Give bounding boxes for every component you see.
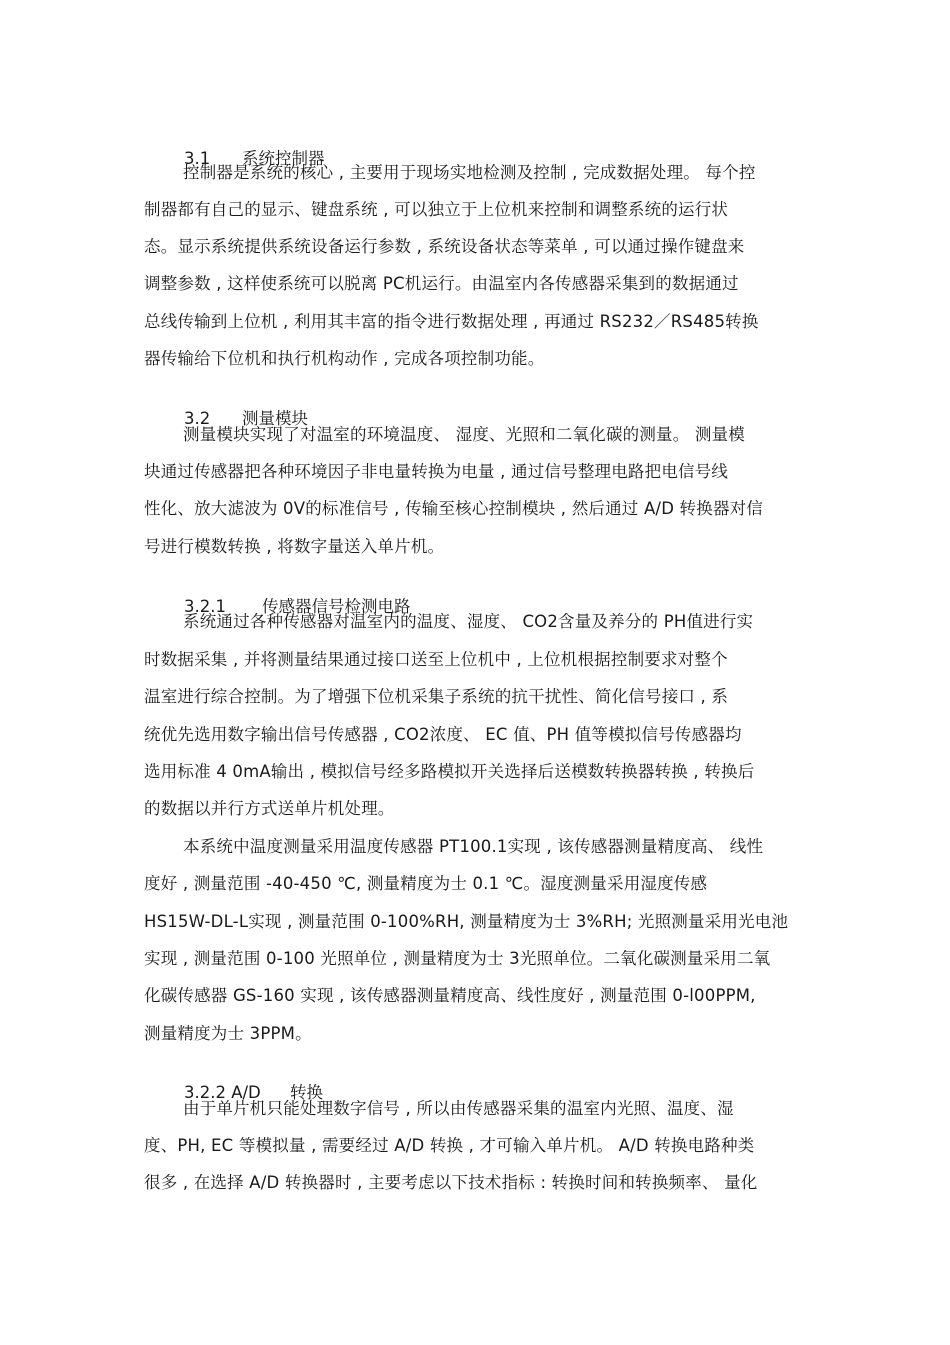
- paragraph-line: 块通过传感器把各种环境因子非电量转换为电量 , 通过信号整理电路把电信号线: [144, 462, 729, 481]
- paragraph-line: 实现 , 测量范围 0-100 光照单位 , 测量精度为士 3光照单位。二氧化碳测量采用二氧: [144, 949, 771, 968]
- paragraph-line: 度、PH, EC 等模拟量 , 需要经过 A/D 转换 , 才可输入单片机。 A/D 转换电路种类: [144, 1136, 755, 1155]
- paragraph-line: 系统通过各种传感器对温室内的温度、湿度、 CO2含量及养分的 PH值进行实: [183, 612, 754, 631]
- section-number: 3.2: [183, 409, 211, 428]
- paragraph-line: 由于单片机只能处理数字信号 , 所以由传感器采集的温室内光照、温度、湿: [183, 1099, 734, 1118]
- paragraph-line: 度好 , 测量范围 -40-450 ℃, 测量精度为士 0.1 ℃。湿度测量采用湿度传感: [144, 874, 708, 893]
- paragraph-line: 本系统中温度测量采用温度传感器 PT100.1实现 , 该传感器测量精度高、 线性: [183, 837, 764, 856]
- section-number: 3.2.2 A/D: [183, 1083, 261, 1102]
- paragraph-line: 测量模块实现了对温室的环境温度、 湿度、光照和二氧化碳的测量。 测量模: [183, 425, 745, 444]
- paragraph-line: 制器都有自己的显示、键盘系统 , 可以独立于上位机来控制和调整系统的运行状: [144, 200, 729, 219]
- paragraph-line: 温室进行综合控制。为了增强下位机采集子系统的抗干扰性、简化信号接口 , 系: [144, 687, 729, 706]
- section-title: 系统控制器: [241, 149, 325, 168]
- paragraph-line: 化碳传感器 GS-160 实现 , 该传感器测量精度高、线性度好 , 测量范围 0-l00PPM,: [144, 986, 756, 1005]
- paragraph-line: 调整参数 , 这样使系统可以脱离 PC机运行。由温室内各传感器采集到的数据通过: [144, 274, 739, 293]
- paragraph-line: 态。显示系统提供系统设备运行参数 , 系统设备状态等菜单 , 可以通过操作键盘来: [144, 237, 745, 256]
- paragraph-line: 号进行模数转换 , 将数字量送入单片机。: [144, 537, 445, 556]
- paragraph-line: 性化、放大滤波为 0V的标准信号 , 传输至核心控制模块 , 然后通过 A/D 转换器对信: [144, 499, 764, 518]
- section-number: 3.2.1: [183, 597, 226, 616]
- paragraph-line: 器传输给下位机和执行机构动作 , 完成各项控制功能。: [144, 349, 545, 368]
- section-title: 转换: [289, 1083, 323, 1102]
- paragraph-line: 测量精度为士 3PPM。: [144, 1024, 312, 1043]
- section-title: 测量模块: [241, 409, 308, 428]
- paragraph-line: 时数据采集 , 并将测量结果通过接口送至上位机中 , 上位机根据控制要求对整个: [144, 650, 728, 669]
- paragraph-line: 的数据以并行方式送单片机处理。: [144, 799, 395, 818]
- paragraph-line: 控制器是系统的核心 , 主要用于现场实地检测及控制 , 完成数据处理。 每个控: [183, 163, 756, 182]
- paragraph-line: 总线传输到上位机 , 利用其丰富的指令进行数据处理 , 再通过 RS232／RS485转换: [144, 312, 759, 331]
- paragraph-line: 统优先选用数字输出信号传感器 , CO2浓度、 EC 值、PH 值等模拟信号传感器均: [144, 725, 742, 744]
- section-number: 3.1: [183, 149, 211, 168]
- paragraph-line: 很多 , 在选择 A/D 转换器时 , 主要考虑以下技术指标 : 转换时间和转换频率、 量化: [144, 1173, 758, 1192]
- section-title: 传感器信号检测电路: [261, 597, 411, 616]
- paragraph-line: HS15W-DL-L实现 , 测量范围 0-100%RH, 测量精度为士 3%RH; 光照测量采用光电池: [144, 912, 789, 931]
- paragraph-line: 选用标准 4 0mA输出 , 模拟信号经多路模拟开关选择后送模数转换器转换 , 转换后: [144, 762, 755, 781]
